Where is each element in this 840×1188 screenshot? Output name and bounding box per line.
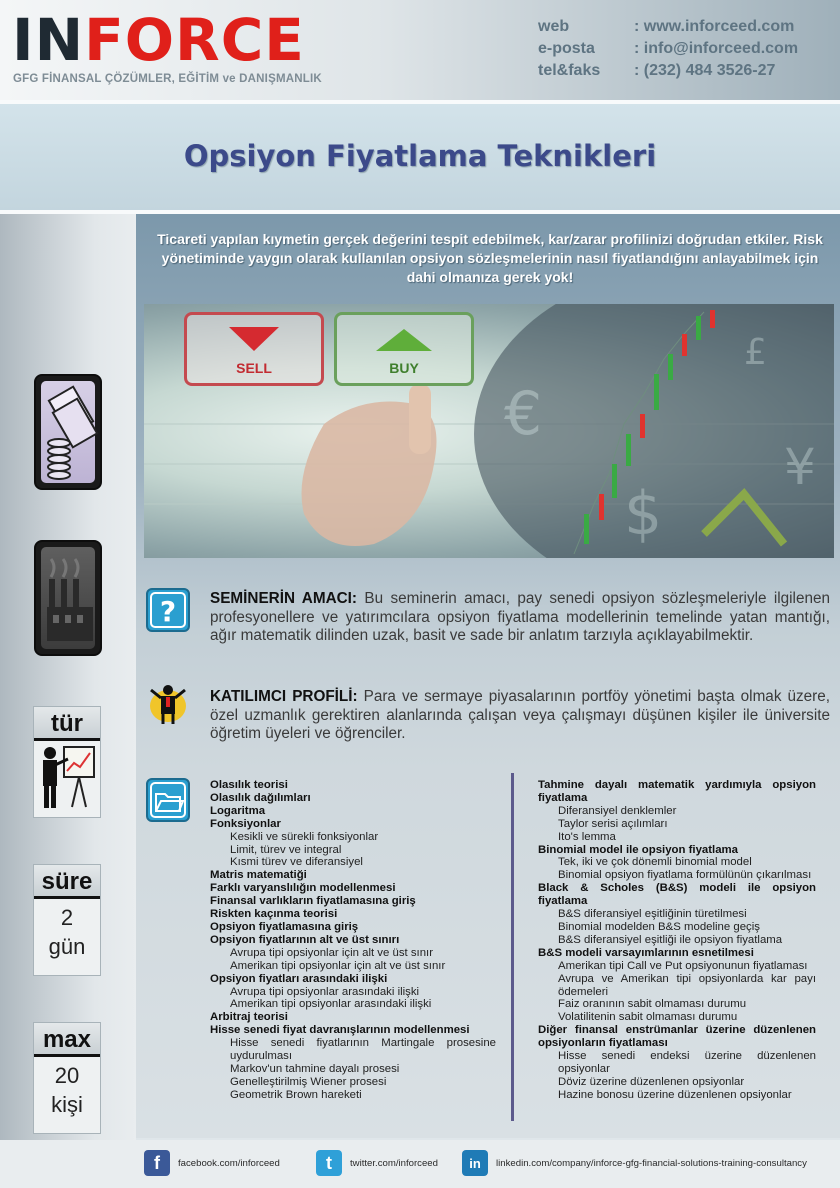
curriculum-subtopic: Taylor serisi açılımları [558,817,668,830]
duration-value-number: 2 [60,905,74,930]
curriculum-topic: Riskten kaçınma teorisi [210,908,338,921]
curriculum-topic: Diğer finansal enstrümanlar üzerine düzenlenen opsiyonların fiyatlaması [538,1024,816,1050]
curriculum-subtopic: Diferansiyel denklemler [558,804,677,817]
sell-button-graphic [184,312,324,386]
linkedin-icon: in [462,1150,488,1176]
contact-phone-label: tel&faks [538,62,601,79]
facebook-icon: f [144,1150,170,1176]
page-title: Opsiyon Fiyatlama Teknikleri [183,139,657,173]
twitter-url: twitter.com/inforceed [350,1157,438,1169]
capacity-label: max [34,1023,100,1057]
linkedin-link[interactable] [462,1150,807,1176]
curriculum-topic: Olasılık teorisi [210,779,288,791]
curriculum-subtopic: Amerikan tipi opsiyonlar arasındaki ilişki [230,998,432,1011]
curriculum-subtopic: Hisse senedi fiyatlarının Martingale prosesine uydurulması [230,1037,496,1063]
curriculum-topic: Opsiyon fiyatları arasındaki ilişki [210,972,388,985]
contact-phone-row [538,62,798,84]
question-icon [146,588,190,632]
curriculum-topic: Finansal varlıkların fiyatlamasına giriş [210,895,416,908]
curriculum-subtopic: Kısmi türev ve diferansiyel [230,856,363,869]
type-box [33,706,101,818]
participant-profile-text: Para ve sermaye piyasalarının portföy yönetimi başta olmak üzere, özel uzmanlık gerektiren alanlarında çalışan veya çalışmayı düşünen kişiler ile üniversite öğretim üyeleri ve öğrenciler. [210,688,830,742]
facebook-url: facebook.com/inforceed [178,1157,280,1169]
contact-email-label: e-posta [538,40,595,57]
inforce-logo [12,6,305,74]
curriculum-topic: Arbitraj teorisi [210,1011,288,1024]
facebook-link[interactable] [144,1150,280,1176]
participant-profile-heading: KATILIMCI PROFİLİ: [210,688,358,705]
seminar-purpose-text: Bu seminerin amacı, pay senedi opsiyon sözleşmeleriyle ilgilenen profesyonellere ve yatırımcılara opsiyon fiyatlama modellerinin temelinde yatan mantığı, ağır matematik dilinden uzak, basit ve sade bir anlatım tarzıyla açıklayabilmektir. [210,590,830,644]
logo-in-text: IN [12,6,85,74]
linkedin-url: linkedin.com/company/inforce-gfg-financial-solutions-training-consultancy [496,1157,807,1169]
curriculum-subtopic: Avrupa tipi opsiyonlar için alt ve üst sınır [230,946,434,959]
svg-text:$: $ [624,479,663,549]
curriculum-subtopic: Genelleştirilmiş Wiener prosesi [230,1075,387,1088]
curriculum-right-column [538,779,816,1102]
curriculum-topic: Tahmine dayalı matematik yardımıyla opsiyon fiyatlama [538,779,816,804]
participant-figure-icon [146,682,190,726]
capacity-value-unit: kişi [51,1092,83,1117]
curriculum-subtopic: Limit, türev ve integral [230,843,342,856]
contact-phone-value: : (232) 484 3526-27 [634,62,776,79]
curriculum-subtopic: Binomial opsiyon fiyatlama formülünün çıkarılması [558,869,812,882]
curriculum-subtopic: Ito's lemma [558,830,616,843]
hero-image [144,304,834,558]
duration-box [33,864,101,976]
curriculum-subtopic: Binomial modelden B&S modeline geçiş [558,920,760,933]
curriculum-topic: Olasılık dağılımları [210,791,311,804]
curriculum-subtopic: Hazine bonosu üzerine düzenlenen opsiyonlar [558,1088,792,1101]
curriculum-subtopic: Volatilitenin sabit olmaması durumu [558,1011,738,1024]
curriculum-subtopic: B&S diferansiyel eşitliğinin türetilmesi [558,908,747,921]
curriculum-subtopic: Geometrik Brown hareketi [230,1088,362,1101]
curriculum-subtopic: Hisse senedi endeksi üzerine düzenlenen opsiyonlar [558,1050,816,1075]
intro-text: Ticareti yapılan kıymetin gerçek değerini tespit edebilmek, kar/zarar profilinizi doğrudan etkiler. Risk yönetiminde yaygın olarak kullanılan opsiyon sözleşmelerinin nasıl fiyatlandığını anlayabilmek için dahi olmanıza gerek yok! [157,231,823,285]
curriculum-subtopic: Avrupa tipi opsiyonlar arasındaki ilişki [230,985,420,998]
duration-label: süre [34,865,100,899]
duration-value-unit: gün [48,934,86,959]
money-coins-icon [34,374,102,490]
curriculum-topic: Opsiyon fiyatlarının alt ve üst sınırı [210,933,400,946]
curriculum-subtopic: B&S diferansiyel eşitliği ile opsiyon fiyatlama [558,933,783,946]
curriculum-subtopic: Amerikan tipi Call ve Put opsiyonunun fiyatlaması [558,959,808,972]
contact-web-row [538,18,798,40]
curriculum-subtopic: Markov'un tahmine dayalı prosesi [230,1062,400,1075]
curriculum-topic: Matris matematiği [210,869,307,882]
logo-force-text: FORCE [84,6,305,74]
curriculum-subtopic: Amerikan tipi opsiyonlar için alt ve üst sınır [230,959,446,972]
type-label: tür [34,707,100,741]
capacity-box [33,1022,101,1134]
header [0,0,840,100]
capacity-value-number: 20 [54,1063,80,1088]
buy-button-graphic [334,312,474,386]
column-divider [511,773,514,1121]
contact-email-link[interactable]: : info@inforceed.com [634,40,799,57]
company-tagline: GFG FİNANSAL ÇÖZÜMLER, EĞİTİM ve DANIŞMANLIK [13,73,322,85]
contact-info [538,18,798,84]
twitter-icon: t [316,1150,342,1176]
contact-web-label: web [538,18,570,35]
curriculum-subtopic: Avrupa ve Amerikan tipi opsiyonlarda kar payı ödemeleri [558,972,816,998]
curriculum-subtopic: Faiz oranının sabit olmaması durumu [558,998,747,1011]
curriculum-subtopic: Kesikli ve sürekli fonksiyonlar [230,830,379,843]
svg-text:?: ? [159,595,177,628]
curriculum-topic: Fonksiyonlar [210,817,281,830]
svg-text:€: € [504,379,543,449]
folder-icon [146,778,190,822]
sell-label: SELL [236,360,272,376]
seminar-purpose-heading: SEMİNERİN AMACI: [210,590,358,607]
presenter-icon [34,741,100,813]
svg-text:¥: ¥ [784,438,816,496]
svg-text:£: £ [744,332,767,373]
contact-web-link[interactable]: : www.inforceed.com [634,18,795,35]
curriculum-left-column [210,779,496,1102]
twitter-link[interactable] [316,1150,438,1176]
contact-email-row [538,40,798,62]
curriculum-topic: Logaritma [210,804,266,817]
curriculum-topic: Black & Scholes (B&S) modeli ile opsiyon fiyatlama [538,882,816,908]
curriculum-topic: Hisse senedi fiyat davranışlarının modellenmesi [210,1024,470,1037]
curriculum-topic: Farklı varyanslılığın modellenmesi [210,882,396,895]
left-sidebar [0,214,136,1142]
buy-label: BUY [389,360,419,376]
curriculum-subtopic: Tek, iki ve çok dönemli binomial model [558,856,752,869]
participant-profile [210,688,830,744]
curriculum-topic: B&S modeli varsayımlarının esnetilmesi [538,946,754,959]
curriculum-topic: Binomial model ile opsiyon fiyatlama [538,843,739,856]
curriculum-subtopic: Döviz üzerine düzenlenen opsiyonlar [558,1075,745,1088]
seminar-purpose [210,590,830,646]
curriculum-topic: Opsiyon fiyatlamasına giriş [210,920,359,933]
factory-icon [34,540,102,656]
